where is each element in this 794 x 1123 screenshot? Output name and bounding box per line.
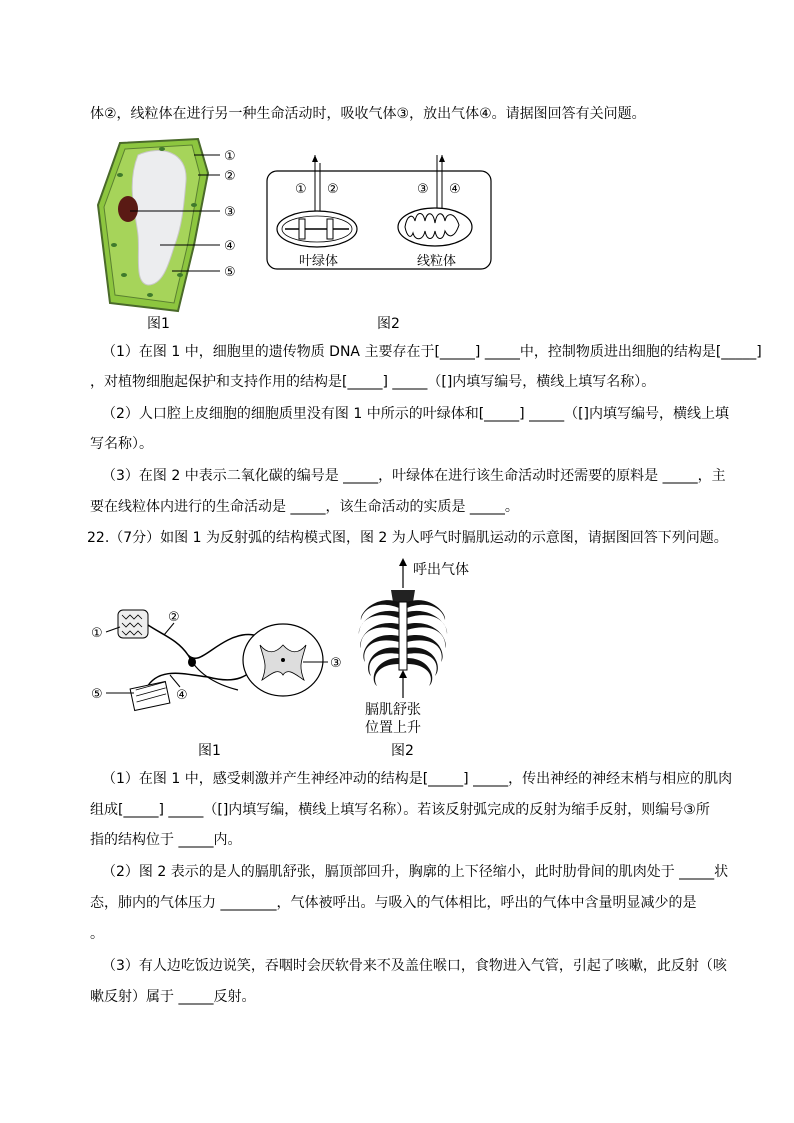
q22-line: 22.（7分）如图 1 为反射弧的结构模式图，图 2 为人呼气时膈肌运动的示意图，请据图回答下列问题。 <box>87 530 728 546</box>
reflex-label-1: ① <box>91 626 103 641</box>
gas-label-2: ② <box>327 182 339 197</box>
reflex-label-3: ③ <box>330 656 342 671</box>
exhale-label: 呼出气体 <box>413 562 469 578</box>
p2-line-c: 。 <box>90 926 104 942</box>
reflex-arc-figure <box>88 605 350 715</box>
p1-line-a: （1）在图 1 中，感受刺激并产生神经冲动的结构是[_____] _____，传出神经的神经末梢与相应的肌肉 <box>102 771 733 787</box>
cell-label-4: ④ <box>224 239 236 254</box>
ribcage-figure <box>355 558 485 736</box>
fig1-caption-top: 图1 <box>147 316 170 332</box>
organelle-figure <box>265 155 493 273</box>
p3-line-b: 嗽反射）属于 _____反射。 <box>90 989 256 1005</box>
cell-label-3: ③ <box>224 205 236 220</box>
q1-line-a: （1）在图 1 中，细胞里的遗传物质 DNA 主要存在于[_____] _____中，控制物质进出细胞的结构是[_____] <box>102 344 762 360</box>
p2-line-b: 态，肺内的气体压力 ________，气体被呼出。与吸入的气体相比，呼出的气体中含量明显减少的是 <box>90 895 697 911</box>
cell-label-1: ① <box>224 149 236 164</box>
diaphragm-label-2: 位置上升 <box>365 720 421 736</box>
cell-label-5: ⑤ <box>224 265 236 280</box>
gas-label-4: ④ <box>449 182 461 197</box>
q1-line-b: ，对植物细胞起保护和支持作用的结构是[_____] _____（[]内填写编号，横线上填写名称）。 <box>90 374 656 390</box>
reflex-label-5: ⑤ <box>91 687 103 702</box>
q2-line-a: （2）人口腔上皮细胞的细胞质里没有图 1 中所示的叶绿体和[_____] _____（[]内填写编号，横线上填 <box>102 406 730 422</box>
intro-line: 体②，线粒体在进行另一种生命活动时，吸收气体③，放出气体④。请据图回答有关问题。 <box>90 106 646 122</box>
p3-line-a: （3）有人边吃饭边说笑，吞咽时会厌软骨来不及盖住喉口，食物进入气管，引起了咳嗽，此反射（咳 <box>102 958 727 974</box>
diaphragm-label-1: 膈肌舒张 <box>365 702 421 718</box>
plant-cell-figure <box>90 135 250 315</box>
q2-line-b: 写名称）。 <box>90 436 153 452</box>
fig2-caption-top: 图2 <box>377 316 400 332</box>
q3-line-a: （3）在图 2 中表示二氧化碳的编号是 _____，叶绿体在进行该生命活动时还需要的原料是 _____，主 <box>102 468 726 484</box>
cell-label-2: ② <box>224 169 236 184</box>
reflex-label-2: ② <box>168 610 180 625</box>
p2-line-a: （2）图 2 表示的是人的膈肌舒张，膈顶部回升，胸廓的上下径缩小，此时肋骨间的肌肉处于 _____状 <box>102 864 729 880</box>
fig2-caption-bottom: 图2 <box>391 743 414 759</box>
p1-line-b: 组成[_____] _____（[]内填写编，横线上填写名称）。若该反射弧完成的反射为缩手反射，则编号③所 <box>90 802 710 818</box>
mitochondria-label: 线粒体 <box>417 254 457 269</box>
reflex-label-4: ④ <box>176 688 188 703</box>
gas-label-1: ① <box>295 182 307 197</box>
chloroplast-label: 叶绿体 <box>299 254 339 269</box>
p1-line-c: 指的结构位于 _____内。 <box>90 832 242 848</box>
gas-label-3: ③ <box>417 182 429 197</box>
q3-line-b: 要在线粒体内进行的生命活动是 _____，该生命活动的实质是 _____。 <box>90 499 519 515</box>
fig1-caption-bottom: 图1 <box>198 743 221 759</box>
